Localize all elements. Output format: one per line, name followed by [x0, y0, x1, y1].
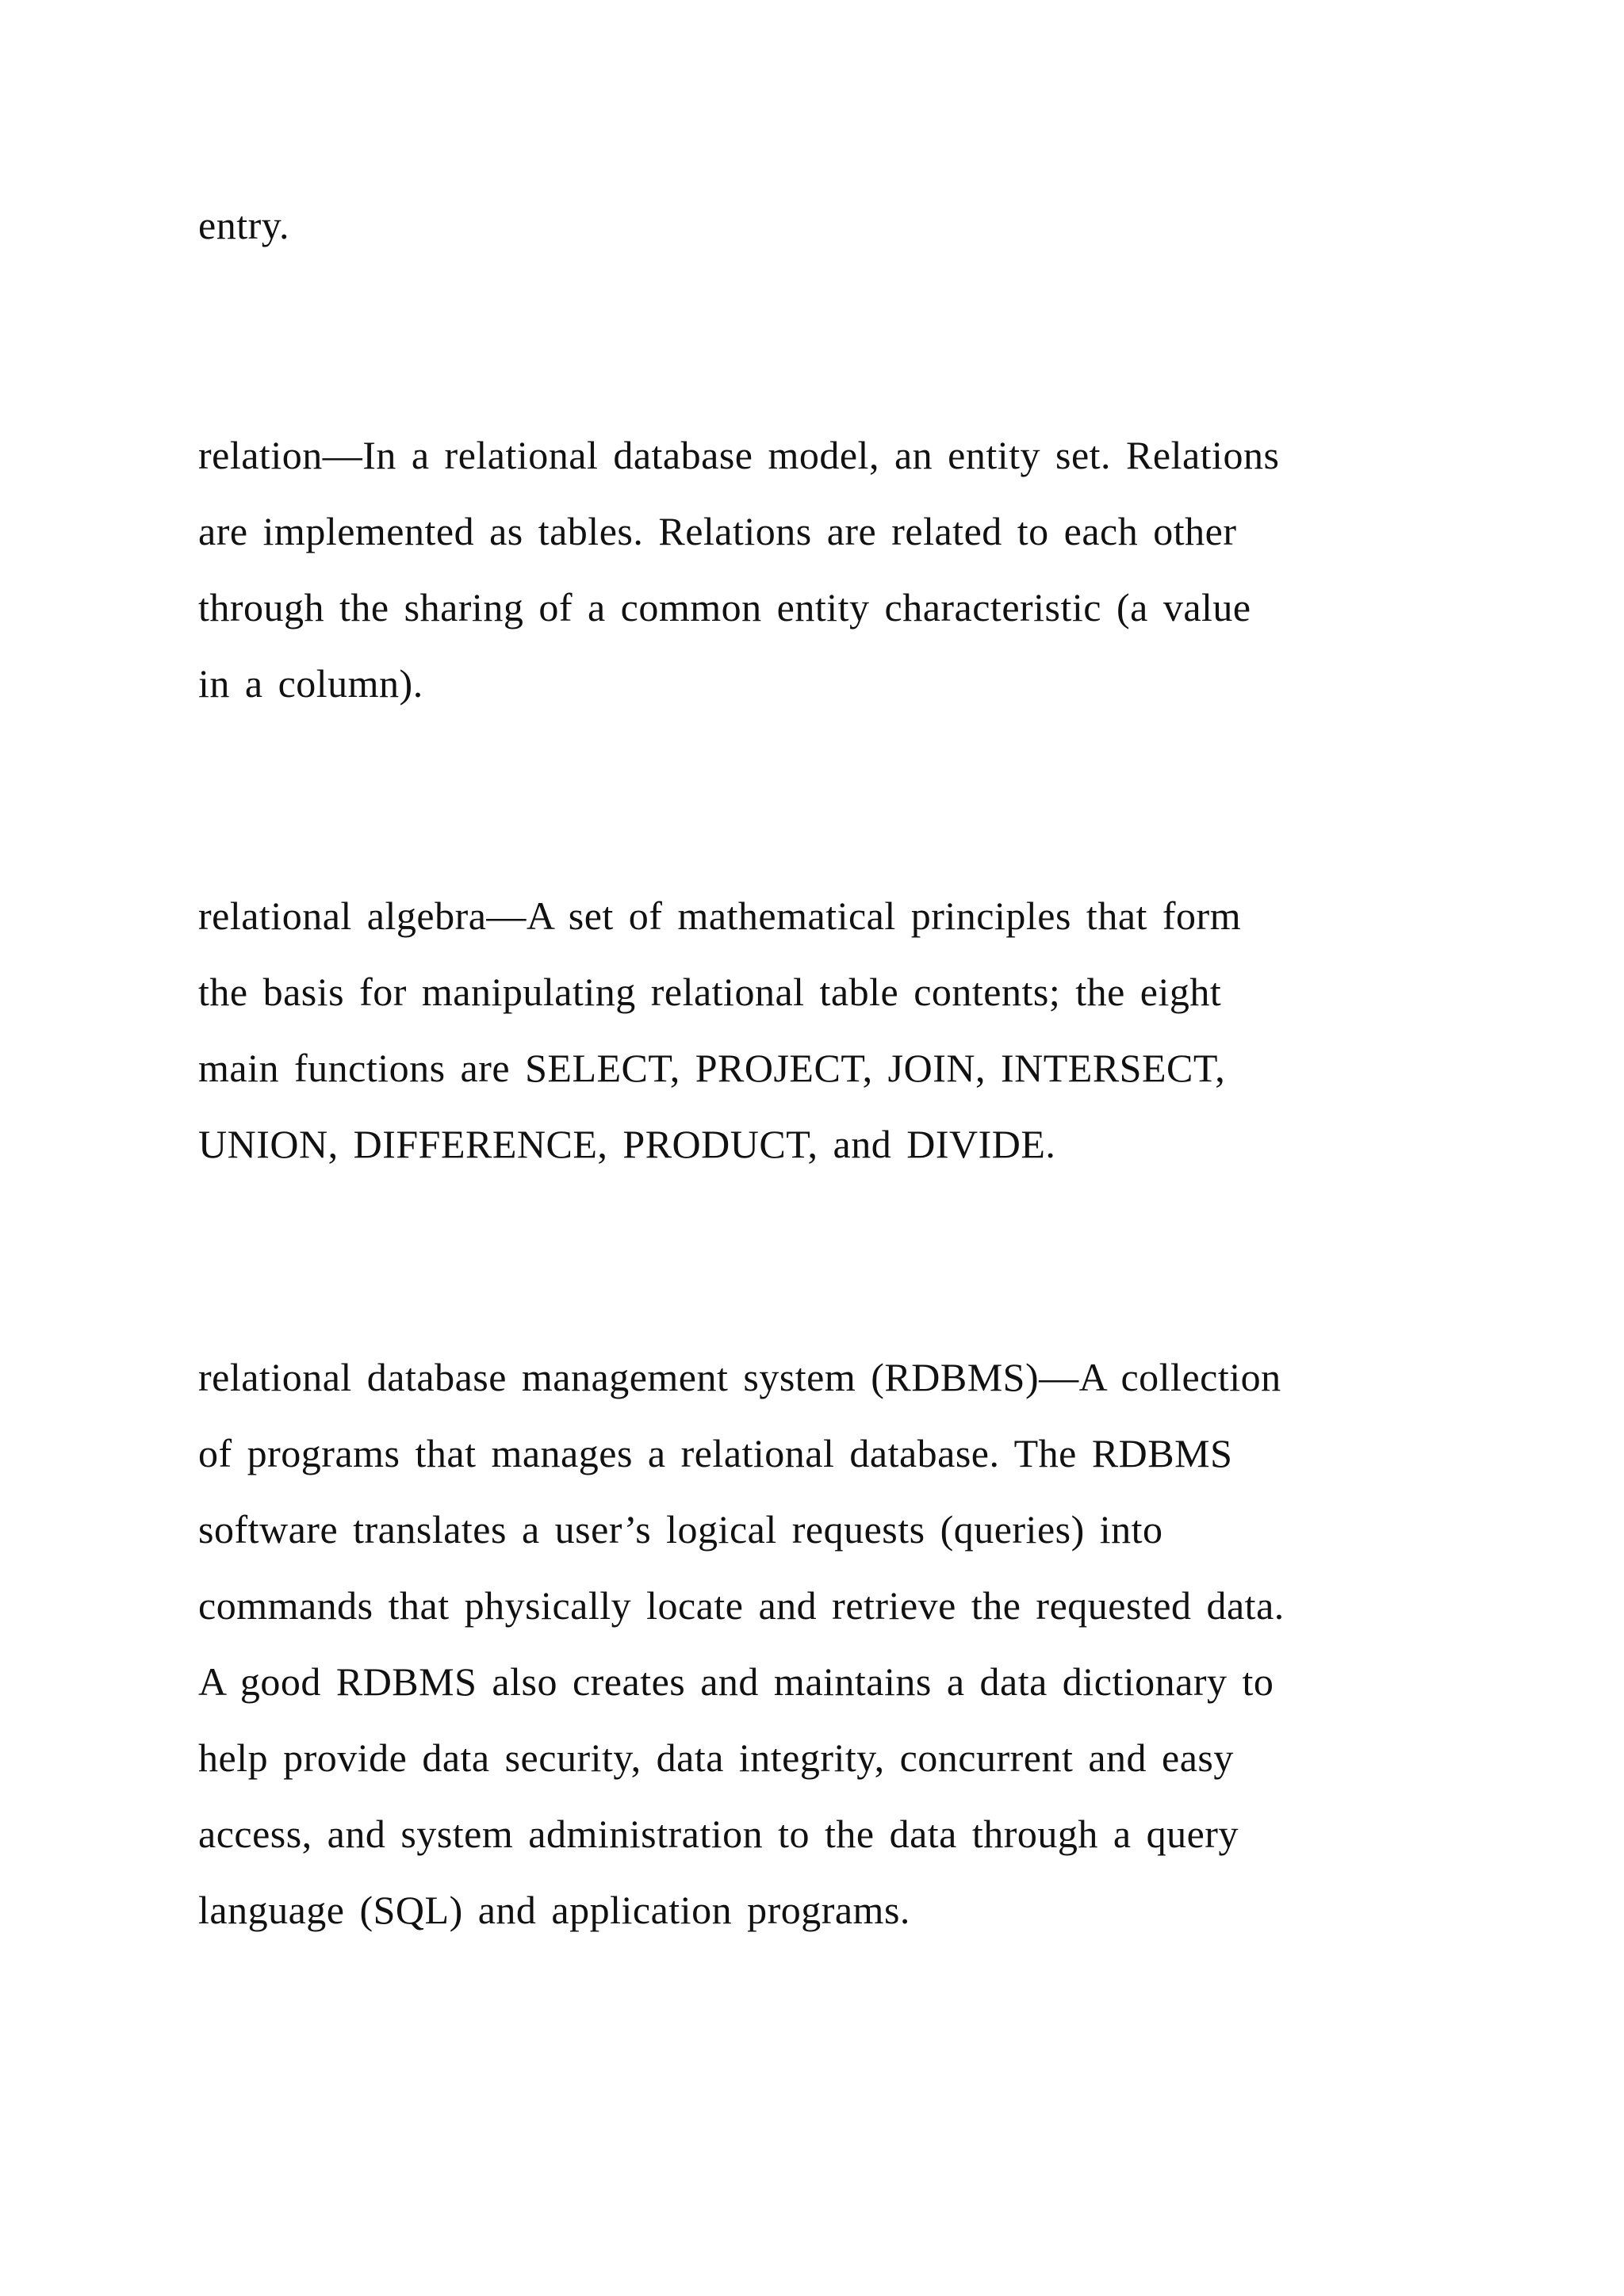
- text-line: relational database management system (RDBMS)—A collection: [198, 1355, 1281, 1399]
- text-line: A good RDBMS also creates and maintains a data dictionary to: [198, 1659, 1274, 1704]
- text-line: relational algebra—A set of mathematical principles that form: [198, 894, 1242, 938]
- text-line: are implemented as tables. Relations are related to each other: [198, 509, 1237, 553]
- text-line: through the sharing of a common entity characteristic (a value: [198, 585, 1251, 629]
- text-line: access, and system administration to the data through a query: [198, 1812, 1239, 1856]
- text-line: language (SQL) and application programs.: [198, 1888, 910, 1932]
- text-line: software translates a user’s logical requests (queries) into: [198, 1507, 1163, 1552]
- text-line: the basis for manipulating relational table contents; the eight: [198, 970, 1222, 1014]
- text-line: help provide data security, data integrity, concurrent and easy: [198, 1735, 1234, 1780]
- text-line: commands that physically locate and retrieve the requested data.: [198, 1583, 1285, 1628]
- text-line: relation—In a relational database model, an entity set. Relations: [198, 433, 1280, 477]
- paragraph-rdbms-definition: [198, 1339, 1467, 1948]
- text-line: of programs that manages a relational database. The RDBMS: [198, 1431, 1233, 1475]
- text-line: main functions are SELECT, PROJECT, JOIN, INTERSECT,: [198, 1046, 1226, 1090]
- paragraph-relation-definition: [198, 417, 1467, 721]
- text-line: UNION, DIFFERENCE, PRODUCT, and DIVIDE.: [198, 1122, 1056, 1166]
- text-line: in a column).: [198, 661, 423, 706]
- paragraph-relational-algebra-definition: [198, 878, 1467, 1182]
- paragraph-entry-continuation: [198, 187, 1467, 263]
- text-line: entry.: [198, 203, 289, 247]
